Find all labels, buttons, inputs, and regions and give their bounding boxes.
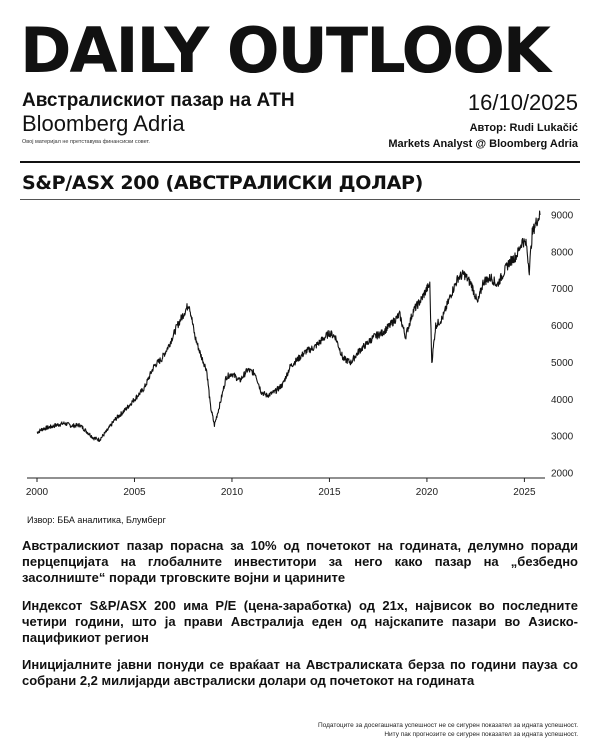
y-tick-label: 9000 — [551, 210, 574, 222]
author-line: Автор: Rudi Lukačić — [469, 122, 578, 134]
x-axis — [26, 478, 545, 498]
y-tick-label: 8000 — [551, 247, 574, 259]
report-subtitle: Австралискиот пазар на АТН — [22, 90, 295, 111]
brand-name: Bloomberg Adria — [22, 111, 185, 136]
line-chart — [0, 200, 600, 505]
disclaimer-note: Овој материјал не претставува финансиски совет. — [22, 139, 150, 145]
x-tick-label: 2015 — [318, 487, 341, 498]
x-tick-label: 2010 — [220, 487, 244, 498]
report-date: 16/10/2025 — [467, 90, 578, 115]
chart-source: Извор: ББА аналитика, Блумберг — [27, 515, 166, 525]
x-tick-label: 2025 — [513, 487, 536, 498]
divider-top — [20, 161, 580, 163]
chart-title: S&P/ASX 200 (АВСТРАЛИСКИ ДОЛАР) — [22, 172, 423, 194]
paragraph-2: Индексот S&P/ASX 200 има P/E (цена-заработка) од 21x, највисок во последните четири години, што ја прави Австралија еден од најскапите пазари во Азиско-пацификиот регион — [22, 598, 578, 645]
y-tick-label: 5000 — [551, 357, 574, 369]
footer-disclaimer-2: Ниту пак прогнозите се сигурен показател за идната успешност. — [384, 731, 578, 738]
x-tick-label: 2000 — [25, 487, 49, 498]
x-tick-label: 2005 — [123, 487, 146, 498]
paragraph-3: Иницијалните јавни понуди се враќаат на Австралиската берза по години пауза со собрани 2,2 милијарди австралиски долари од почетокот на годината — [22, 657, 578, 688]
y-tick-label: 2000 — [551, 468, 574, 480]
y-tick-label: 3000 — [551, 431, 574, 443]
y-tick-label: 4000 — [551, 394, 574, 406]
x-tick-label: 2020 — [415, 487, 439, 498]
masthead: DAILY OUTLOOK — [20, 14, 549, 87]
author-role: Markets Analyst @ Bloomberg Adria — [388, 138, 578, 150]
y-axis — [551, 211, 574, 480]
y-tick-label: 6000 — [551, 321, 574, 333]
series-line — [37, 211, 540, 441]
series-group — [37, 211, 540, 441]
y-tick-label: 7000 — [551, 284, 574, 296]
footer-disclaimer-1: Податоците за досегашната успешност не се сигурен показател за идната успешност. — [318, 722, 578, 729]
paragraph-1: Австралискиот пазар порасна за 10% од почетокот на годината, делумно поради перцепцијата на глобалните инвеститори за него како пазар на „безбедно засолниште“ поради трговските војни и царините — [22, 538, 578, 585]
